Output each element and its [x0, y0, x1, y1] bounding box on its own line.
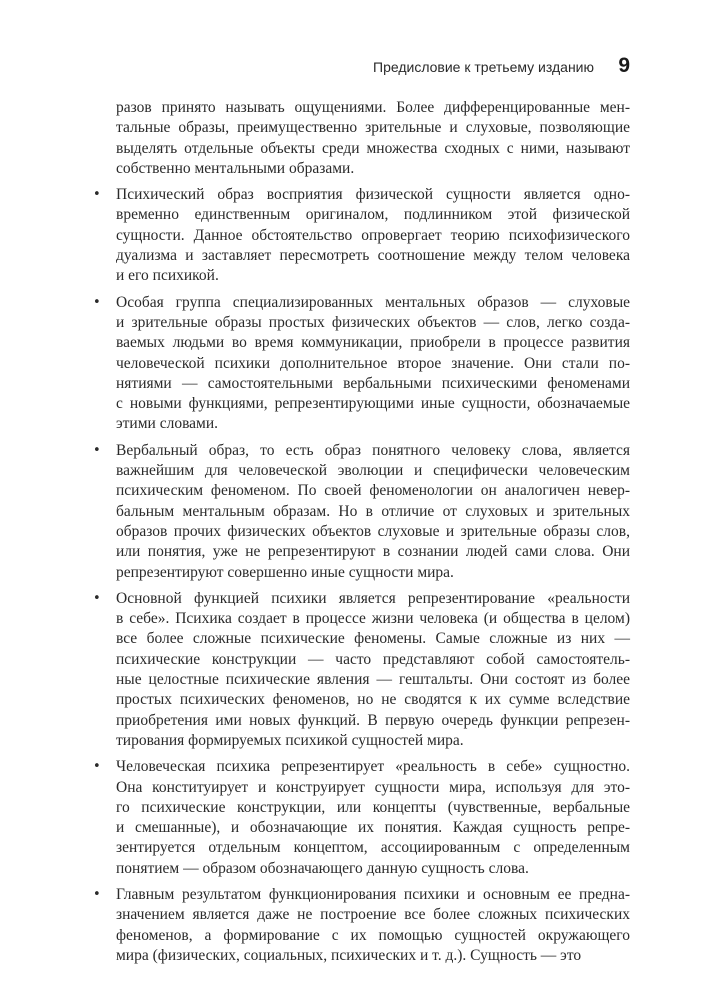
running-title: Предисловие к третьему изданию: [373, 59, 594, 75]
text-line: дуализма и заставляет пересмотреть соотношение между телом человека: [116, 247, 630, 265]
bullet-icon: •: [93, 759, 101, 775]
bullet-paragraph: [93, 293, 630, 435]
text-line: тирования формируемых психикой сущностей мира.: [116, 731, 464, 749]
bullet-paragraph: [93, 589, 630, 751]
text-line: Вербальный образ, то есть образ понятного человеку слова, является: [116, 441, 630, 459]
text-line: сущности. Данное обстоятельство опровергает теорию психофизического: [116, 226, 630, 244]
text-line: простых психических феноменов, но не сводятся к их сумме вследствие: [116, 691, 630, 709]
continuation-paragraph: [116, 98, 630, 179]
text-line: выделять отдельные объекты среди множества сходных с ними, называют: [116, 139, 630, 157]
text-line: психические конструкции — часто представляют собой самостоятель-: [116, 650, 630, 668]
text-line: Она конституирует и конструирует сущности мира, используя для это-: [116, 778, 630, 796]
text-line: мира (физических, социальных, психических и т. д.). Сущность — это: [116, 946, 582, 964]
text-line: бальным ментальным образам. Но в отличие от слуховых и зрительных: [116, 502, 630, 520]
text-line: разов принято называть ощущениями. Более дифференцированные мен-: [116, 99, 630, 116]
text-line: зентируется отдельным концептом, ассоциированным с определенным: [116, 839, 630, 857]
text-line: временно единственным оригиналом, подлинником этой физической: [116, 206, 630, 224]
bullet-icon: •: [93, 294, 101, 310]
text-line: репрезентируют совершенно иные сущности мира.: [116, 563, 454, 581]
text-line: Психический образ восприятия физической сущности является одно-: [116, 186, 630, 204]
bullet-paragraph: [93, 441, 630, 583]
text-line: Основной функцией психики является репрезентирование «реальности: [116, 589, 630, 607]
bullet-icon: •: [93, 442, 101, 458]
bullet-paragraph: [93, 885, 630, 966]
text-line: понятием — образом обозначающего данную сущность слова.: [116, 859, 529, 877]
text-line: тальные образы, преимущественно зрительные и слуховые, позволяющие: [116, 119, 630, 137]
page-body: [93, 98, 630, 972]
text-line: го психические конструкции, или концепты (чувственные, вербальные: [116, 798, 630, 816]
text-line: Главным результатом функционирования психики и основным ее предна-: [116, 885, 630, 903]
text-line: феноменов, а формирование с их помощью сущностей окружающего: [116, 926, 630, 944]
bullet-icon: •: [93, 886, 101, 902]
text-line: ваемых людьми во время коммуникации, приобрели в процессе развития: [116, 334, 630, 352]
running-header: [116, 54, 630, 84]
text-line: этими словами.: [116, 415, 219, 433]
text-line: все более сложные психические феномены. Самые сложные из них —: [116, 630, 630, 648]
text-line: и зрительные образы простых физических объектов — слов, легко созда-: [116, 313, 630, 331]
bullet-paragraph: [93, 185, 630, 286]
text-line: приобретения ими новых функций. В первую очередь функции репрезен-: [116, 711, 630, 729]
bullet-paragraph: [93, 757, 630, 879]
text-line: с новыми функциями, репрезентирующими иные сущности, обозначаемые: [116, 395, 630, 413]
text-line: и его психикой.: [116, 267, 219, 285]
text-line: и смешанные), и обозначающие их понятия. Каждая сущность репре-: [116, 819, 630, 837]
bullet-icon: •: [93, 187, 101, 203]
text-line: или понятия, уже не репрезентируют в сознании людей сами слова. Они: [116, 543, 630, 561]
text-line: Особая группа специализированных ментальных образов — слуховые: [116, 293, 630, 311]
text-line: значением является даже не построение все более сложных психических: [116, 906, 630, 924]
text-line: в себе». Психика создает в процессе жизни человека (и общества в целом): [116, 610, 630, 628]
text-line: человеческой психики дополнительное второе значение. Они стали по-: [116, 354, 630, 372]
page-number: 9: [618, 54, 630, 77]
text-line: нятиями — самостоятельными вербальными психическими феноменами: [116, 374, 630, 392]
text-line: образов прочих физических объектов слуховые и зрительные образы слов,: [116, 522, 630, 540]
text-line: собственно ментальными образами.: [116, 159, 355, 177]
text-line: психическим феноменом. По своей феноменологии он аналогичен невер-: [116, 482, 630, 500]
bullet-icon: •: [93, 590, 101, 606]
text-line: важнейшим для человеческой эволюции и специфически человеческим: [116, 462, 630, 480]
text-line: Человеческая психика репрезентирует «реальность в себе» сущностно.: [116, 758, 630, 776]
text-line: ные целостные психические явления — гештальты. Они состоят из более: [116, 671, 630, 689]
